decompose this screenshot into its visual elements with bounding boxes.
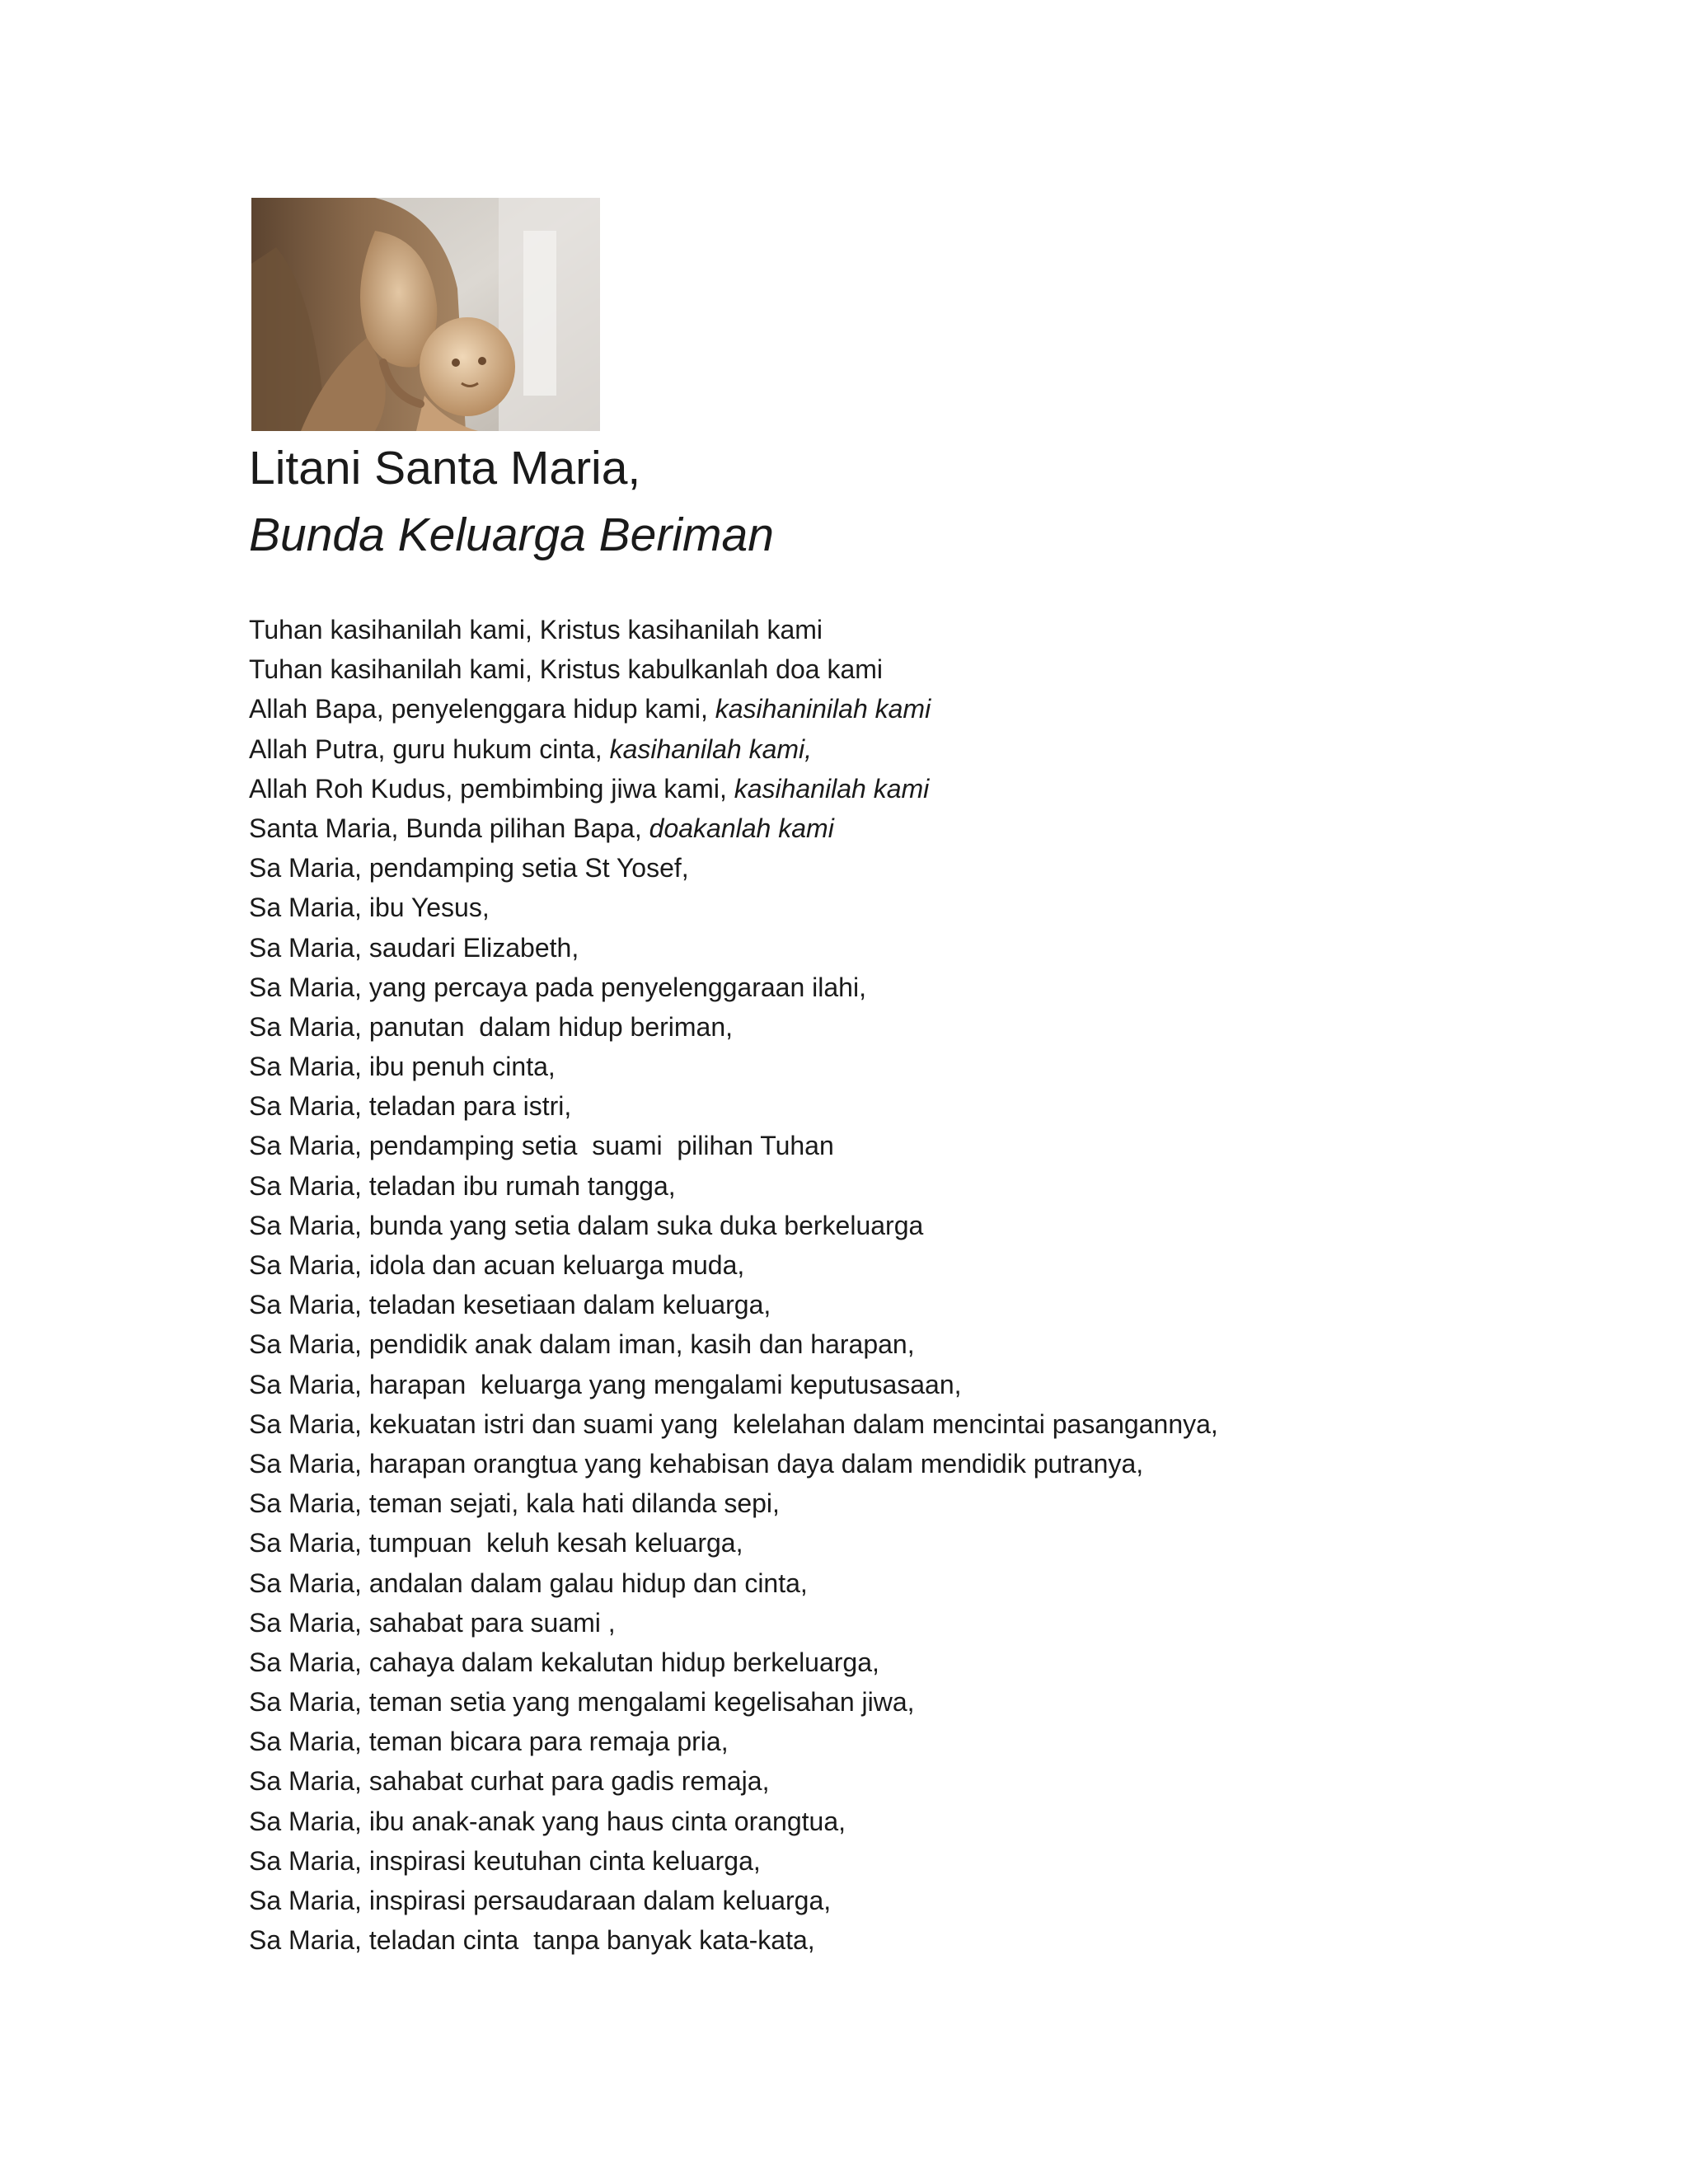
litany-line: Sa Maria, ibu penuh cinta, xyxy=(249,1052,556,1082)
litany-response: kasihanilah kami xyxy=(734,773,930,804)
litany-line: Sa Maria, ibu Yesus, xyxy=(249,893,490,923)
litany-line: Sa Maria, idola dan acuan keluarga muda, xyxy=(249,1250,745,1280)
litany-list xyxy=(249,610,1609,1960)
litany-line: Sa Maria, tumpuan keluh kesah keluarga, xyxy=(249,1528,743,1558)
litany-line: Santa Maria, Bunda pilihan Bapa, doakanlah kami xyxy=(249,813,834,843)
litany-response: kasihaninilah kami xyxy=(715,694,931,724)
litany-line: Sa Maria, pendamping setia suami pilihan Tuhan xyxy=(249,1131,834,1161)
litany-line: Tuhan kasihanilah kami, Kristus kabulkanlah doa kami xyxy=(249,654,883,685)
litany-line: Sa Maria, yang percaya pada penyelenggaraan ilahi, xyxy=(249,972,866,1002)
litany-line: Sa Maria, harapan keluarga yang mengalami keputusasaan, xyxy=(249,1369,962,1399)
madonna-and-child-photo-icon xyxy=(251,198,600,431)
litany-line: Sa Maria, andalan dalam galau hidup dan cinta, xyxy=(249,1568,808,1598)
litany-line: Tuhan kasihanilah kami, Kristus kasihanilah kami xyxy=(249,615,823,644)
litany-line: Sa Maria, teman setia yang mengalami kegelisahan jiwa, xyxy=(249,1687,915,1718)
litany-line: Sa Maria, ibu anak-anak yang haus cinta orangtua, xyxy=(249,1806,846,1836)
litany-line: Sa Maria, pendidik anak dalam iman, kasih dan harapan, xyxy=(249,1329,915,1360)
litany-line: Sa Maria, sahabat curhat para gadis remaja, xyxy=(249,1766,770,1797)
litany-line: Sa Maria, kekuatan istri dan suami yang kelelahan dalam mencintai pasangannya, xyxy=(249,1408,1218,1439)
litany-line: Sa Maria, panutan dalam hidup beriman, xyxy=(249,1011,734,1042)
litany-line: Sa Maria, teladan ibu rumah tangga, xyxy=(249,1170,676,1201)
litany-line: Sa Maria, pendamping setia St Yosef, xyxy=(249,853,689,883)
document-title xyxy=(249,435,1403,569)
litany-line: Sa Maria, inspirasi keutuhan cinta keluarga, xyxy=(249,1845,761,1876)
litany-line: Sa Maria, teladan cinta tanpa banyak kata-kata, xyxy=(249,1925,815,1956)
litany-response: kasihanilah kami, xyxy=(609,733,813,764)
litany-line: Sa Maria, cahaya dalam kekalutan hidup berkeluarga, xyxy=(249,1647,879,1677)
litany-line: Allah Bapa, penyelenggara hidup kami, kasihaninilah kami xyxy=(249,694,931,724)
litany-response: doakanlah kami xyxy=(649,813,834,843)
litany-line: Sa Maria, harapan orangtua yang kehabisan daya dalam mendidik putranya, xyxy=(249,1448,1144,1479)
litany-line: Sa Maria, teman bicara para remaja pria, xyxy=(249,1727,729,1757)
litany-line: Sa Maria, teladan para istri, xyxy=(249,1091,572,1122)
litany-line: Sa Maria, inspirasi persaudaraan dalam keluarga, xyxy=(249,1886,832,1915)
litany-line: Sa Maria, sahabat para suami , xyxy=(249,1607,616,1638)
litany-line: Allah Roh Kudus, pembimbing jiwa kami, kasihanilah kami xyxy=(249,773,930,804)
litany-line: Allah Putra, guru hukum cinta, kasihanilah kami, xyxy=(249,733,813,764)
title-line-1: Litani Santa Maria, xyxy=(249,442,641,494)
litany-line: Sa Maria, teman sejati, kala hati dilanda sepi, xyxy=(249,1488,780,1519)
title-line-2: Bunda Keluarga Beriman xyxy=(249,509,774,561)
litany-line: Sa Maria, bunda yang setia dalam suka duka berkeluarga xyxy=(249,1210,924,1240)
litany-line: Sa Maria, saudari Elizabeth, xyxy=(249,932,579,963)
litany-line: Sa Maria, teladan kesetiaan dalam keluarga, xyxy=(249,1290,771,1320)
